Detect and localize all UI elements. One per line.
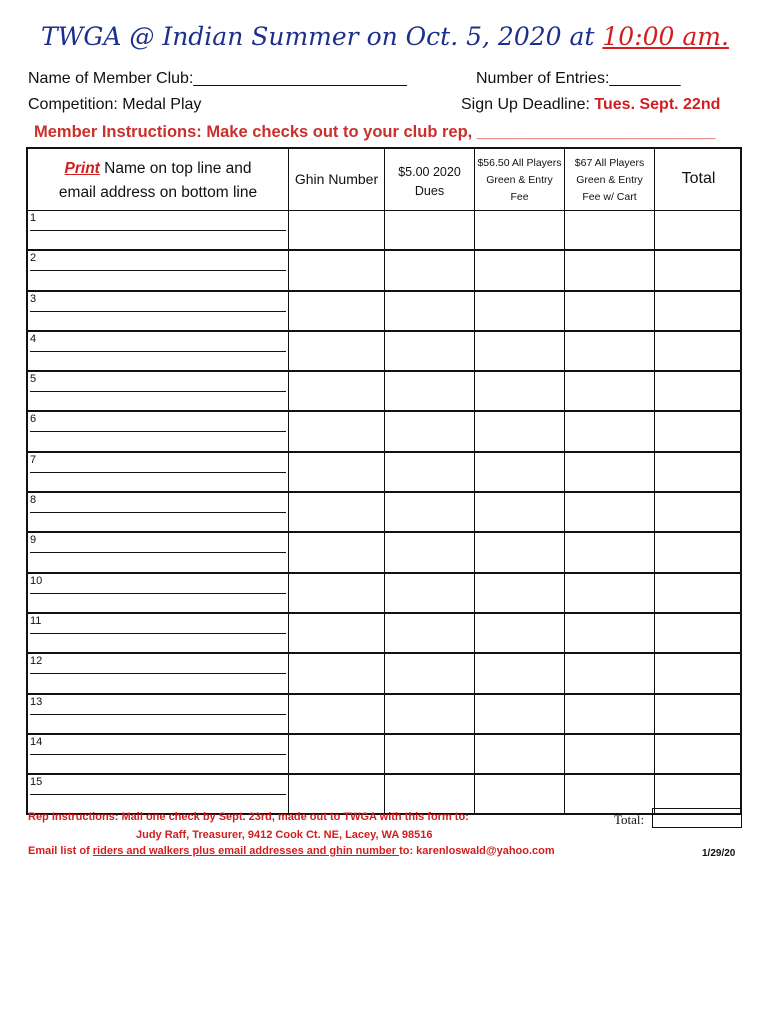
cell-name[interactable] xyxy=(28,453,288,491)
name-line xyxy=(30,270,286,271)
cell-fee-walk[interactable] xyxy=(474,533,564,571)
cell-fee-cart[interactable] xyxy=(564,211,654,249)
row-number: 7 xyxy=(30,453,37,466)
cell-name[interactable] xyxy=(28,533,288,571)
cell-fee-walk[interactable] xyxy=(474,775,564,813)
row-number: 9 xyxy=(30,534,37,547)
cell-ghin[interactable] xyxy=(288,735,384,773)
table-body xyxy=(26,211,742,815)
header-dues xyxy=(384,149,474,210)
cell-dues[interactable] xyxy=(384,533,474,571)
row-number: 4 xyxy=(30,332,37,345)
row-number: 5 xyxy=(30,373,37,386)
cell-fee-walk[interactable] xyxy=(474,412,564,450)
cell-name[interactable] xyxy=(28,695,288,733)
title-time: 10:00 am. xyxy=(602,22,729,51)
name-line xyxy=(30,593,286,594)
cell-fee-cart[interactable] xyxy=(564,292,654,330)
header-name xyxy=(28,149,288,210)
row-number: 6 xyxy=(30,413,37,426)
cell-name[interactable] xyxy=(28,493,288,531)
cell-fee-walk[interactable] xyxy=(474,211,564,249)
grand-total-field[interactable] xyxy=(652,808,742,828)
competition-label: Competition: Medal Play xyxy=(28,96,202,113)
cell-ghin[interactable] xyxy=(288,372,384,410)
cell-fee-cart[interactable] xyxy=(564,372,654,410)
cell-fee-cart[interactable] xyxy=(564,574,654,612)
deadline-label: Sign Up Deadline: xyxy=(461,96,595,113)
cell-total[interactable] xyxy=(654,695,742,733)
cell-name[interactable] xyxy=(28,775,288,813)
name-line xyxy=(30,431,286,432)
cell-dues[interactable] xyxy=(384,775,474,813)
cell-name[interactable] xyxy=(28,574,288,612)
name-line xyxy=(30,512,286,513)
row-number: 3 xyxy=(30,292,37,305)
cell-dues[interactable] xyxy=(384,412,474,450)
entries-field[interactable]: Number of Entries:________ xyxy=(476,70,681,87)
cell-name[interactable] xyxy=(28,211,288,249)
cell-name[interactable] xyxy=(28,292,288,330)
entry-table xyxy=(26,147,742,815)
header-fee2-line1: $67 All Players xyxy=(574,157,645,169)
table-row xyxy=(26,251,742,291)
table-row xyxy=(26,614,742,654)
table-row xyxy=(26,211,742,251)
revision-date: 1/29/20 xyxy=(702,848,736,859)
cell-dues[interactable] xyxy=(384,332,474,370)
deadline xyxy=(461,96,720,114)
member-instructions: Member Instructions: Make checks out to your club rep, __________________________ xyxy=(34,123,716,141)
cell-total[interactable] xyxy=(654,453,742,491)
table-row xyxy=(26,292,742,332)
cell-total[interactable] xyxy=(654,372,742,410)
email-suffix: to: karenloswald@yahoo.com xyxy=(399,845,555,857)
row-number: 15 xyxy=(30,776,43,789)
cell-ghin[interactable] xyxy=(288,412,384,450)
cell-fee-walk[interactable] xyxy=(474,735,564,773)
cell-dues[interactable] xyxy=(384,251,474,289)
email-prefix: Email list of xyxy=(28,845,93,857)
cell-ghin[interactable] xyxy=(288,453,384,491)
cell-name[interactable] xyxy=(28,251,288,289)
header-dues-line2: Dues xyxy=(414,184,445,198)
header-fee1-line2: Green & Entry xyxy=(486,174,553,186)
header-fee-cart xyxy=(564,149,654,210)
cell-dues[interactable] xyxy=(384,372,474,410)
cell-fee-walk[interactable] xyxy=(474,574,564,612)
cell-fee-walk[interactable] xyxy=(474,614,564,652)
name-line xyxy=(30,391,286,392)
cell-total[interactable] xyxy=(654,533,742,571)
cell-fee-cart[interactable] xyxy=(564,493,654,531)
cell-dues[interactable] xyxy=(384,493,474,531)
cell-fee-walk[interactable] xyxy=(474,493,564,531)
cell-name[interactable] xyxy=(28,412,288,450)
cell-dues[interactable] xyxy=(384,211,474,249)
header-fee2-line2: Green & Entry xyxy=(576,174,643,186)
cell-fee-walk[interactable] xyxy=(474,332,564,370)
page-title xyxy=(0,22,770,51)
cell-name[interactable] xyxy=(28,332,288,370)
deadline-value: Tues. Sept. 22nd xyxy=(594,96,721,113)
cell-ghin[interactable] xyxy=(288,292,384,330)
cell-total[interactable] xyxy=(654,614,742,652)
header-total: Total xyxy=(654,149,742,210)
cell-total[interactable] xyxy=(654,735,742,773)
table-row xyxy=(26,533,742,573)
table-row xyxy=(26,654,742,694)
cell-fee-cart[interactable] xyxy=(564,654,654,692)
header-dues-line1: $5.00 2020 xyxy=(398,165,461,179)
name-line xyxy=(30,552,286,553)
header-fee1-line1: $56.50 All Players xyxy=(477,157,562,169)
grand-total-label: Total: xyxy=(614,812,645,827)
cell-fee-walk[interactable] xyxy=(474,453,564,491)
cell-fee-cart[interactable] xyxy=(564,695,654,733)
header-print: Print xyxy=(64,160,100,177)
cell-dues[interactable] xyxy=(384,695,474,733)
cell-fee-walk[interactable] xyxy=(474,251,564,289)
table-row xyxy=(26,493,742,533)
email-instructions xyxy=(28,845,555,857)
header-fee2-line3: Fee w/ Cart xyxy=(582,191,637,203)
cell-fee-walk[interactable] xyxy=(474,372,564,410)
row-number: 12 xyxy=(30,655,43,668)
cell-fee-cart[interactable] xyxy=(564,533,654,571)
member-club-field[interactable]: Name of Member Club:________________________ xyxy=(28,70,407,87)
cell-total[interactable] xyxy=(654,493,742,531)
row-number: 10 xyxy=(30,574,43,587)
cell-dues[interactable] xyxy=(384,654,474,692)
table-row xyxy=(26,574,742,614)
table-row xyxy=(26,695,742,735)
cell-ghin[interactable] xyxy=(288,775,384,813)
name-line xyxy=(30,230,286,231)
cell-fee-walk[interactable] xyxy=(474,292,564,330)
cell-fee-walk[interactable] xyxy=(474,695,564,733)
name-line xyxy=(30,794,286,795)
row-number: 2 xyxy=(30,252,37,265)
header-name-line2: email address on bottom line xyxy=(58,184,258,201)
cell-total[interactable] xyxy=(654,654,742,692)
table-header xyxy=(26,147,742,211)
cell-ghin[interactable] xyxy=(288,614,384,652)
cell-dues[interactable] xyxy=(384,574,474,612)
email-underlined: riders and walkers plus email addresses and ghin number xyxy=(92,845,400,857)
cell-fee-cart[interactable] xyxy=(564,251,654,289)
cell-fee-walk[interactable] xyxy=(474,654,564,692)
cell-total[interactable] xyxy=(654,332,742,370)
name-line xyxy=(30,472,286,473)
cell-fee-cart[interactable] xyxy=(564,735,654,773)
cell-name[interactable] xyxy=(28,614,288,652)
cell-fee-cart[interactable] xyxy=(564,775,654,813)
name-line xyxy=(30,673,286,674)
name-line xyxy=(30,633,286,634)
row-number: 8 xyxy=(30,494,37,507)
rep-instructions: Rep Instructions: Mail one check by Sept. 23rd, made out to TWGA with this form to: xyxy=(28,811,469,823)
cell-total[interactable] xyxy=(654,251,742,289)
cell-name[interactable] xyxy=(28,654,288,692)
cell-ghin[interactable] xyxy=(288,251,384,289)
cell-fee-cart[interactable] xyxy=(564,332,654,370)
cell-fee-cart[interactable] xyxy=(564,412,654,450)
cell-fee-cart[interactable] xyxy=(564,453,654,491)
cell-ghin[interactable] xyxy=(288,695,384,733)
table-row xyxy=(26,775,742,815)
cell-ghin[interactable] xyxy=(288,493,384,531)
cell-ghin[interactable] xyxy=(288,533,384,571)
name-line xyxy=(30,311,286,312)
cell-name[interactable] xyxy=(28,735,288,773)
header-ghin: Ghin Number xyxy=(288,149,384,210)
cell-total[interactable] xyxy=(654,211,742,249)
cell-name[interactable] xyxy=(28,372,288,410)
name-line xyxy=(30,351,286,352)
row-number: 14 xyxy=(30,735,43,748)
row-number: 13 xyxy=(30,695,43,708)
title-main: TWGA @ Indian Summer on Oct. 5, 2020 at xyxy=(41,22,603,51)
cell-dues[interactable] xyxy=(384,614,474,652)
table-row xyxy=(26,412,742,452)
cell-ghin[interactable] xyxy=(288,332,384,370)
cell-total[interactable] xyxy=(654,412,742,450)
header-fee1-line3: Fee xyxy=(510,191,529,203)
header-name-rest: Name on top line and xyxy=(99,160,252,177)
name-line xyxy=(30,714,286,715)
cell-dues[interactable] xyxy=(384,735,474,773)
cell-total[interactable] xyxy=(654,292,742,330)
name-line xyxy=(30,754,286,755)
table-row xyxy=(26,332,742,372)
cell-ghin[interactable] xyxy=(288,574,384,612)
cell-total[interactable] xyxy=(654,574,742,612)
table-row xyxy=(26,453,742,493)
header-fee-walk xyxy=(474,149,564,210)
row-number: 1 xyxy=(30,212,37,224)
treasurer-address: Judy Raff, Treasurer, 9412 Cook Ct. NE, Lacey, WA 98516 xyxy=(136,829,433,841)
row-number: 11 xyxy=(30,614,42,627)
table-row xyxy=(26,735,742,775)
cell-dues[interactable] xyxy=(384,453,474,491)
cell-fee-cart[interactable] xyxy=(564,614,654,652)
cell-ghin[interactable] xyxy=(288,654,384,692)
cell-ghin[interactable] xyxy=(288,211,384,249)
table-row xyxy=(26,372,742,412)
cell-dues[interactable] xyxy=(384,292,474,330)
